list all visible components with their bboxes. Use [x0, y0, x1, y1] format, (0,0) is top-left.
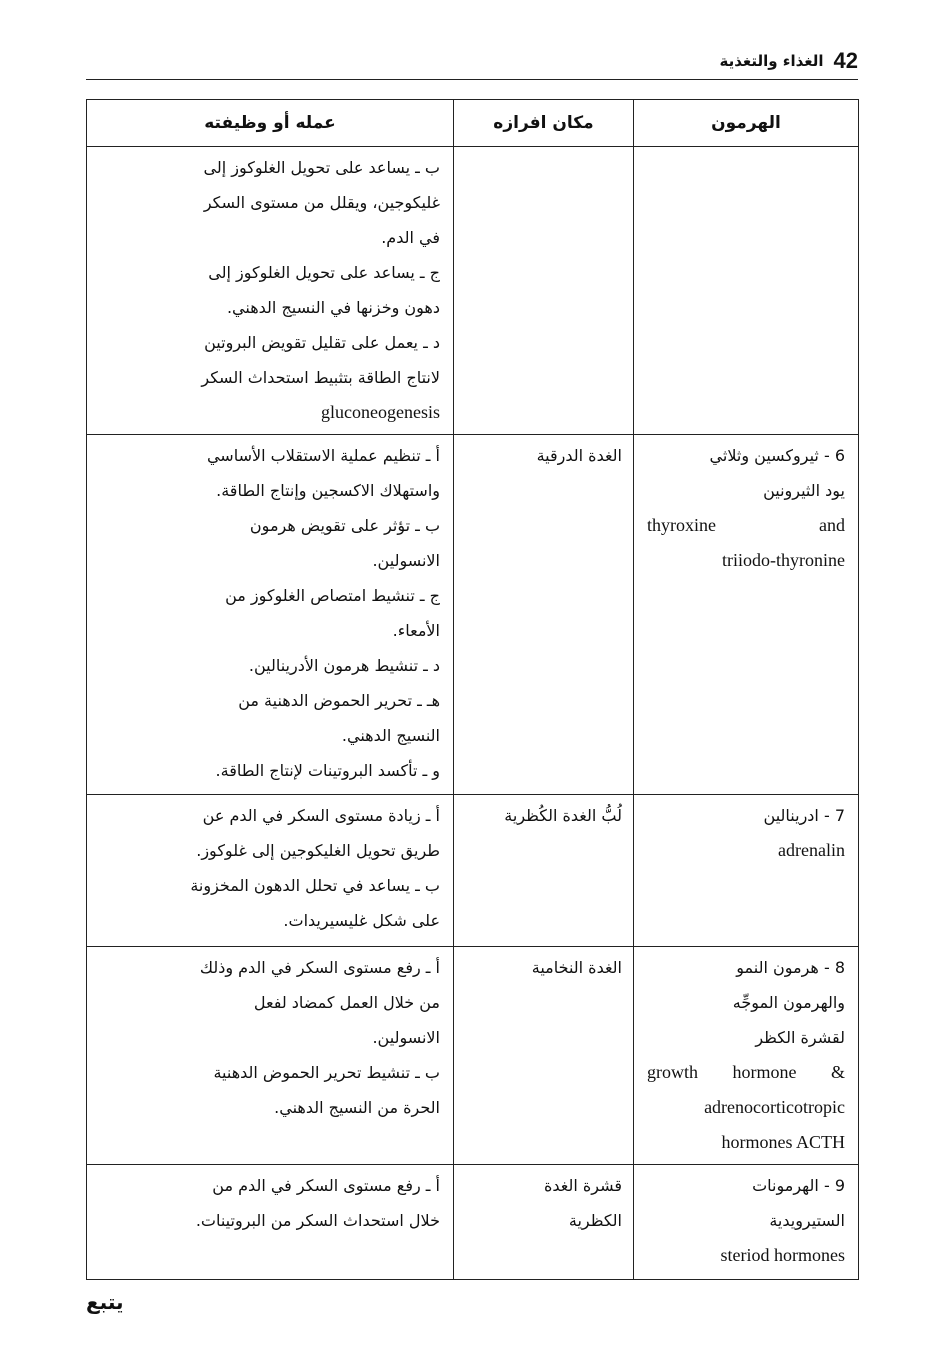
function-latin-term: gluconeogenesis: [321, 402, 440, 422]
hormone-cell: [634, 147, 859, 435]
function-line: أ ـ رفع مستوى السكر في الدم وذلك: [199, 958, 440, 977]
function-cell: [87, 947, 454, 1165]
table-row: [87, 435, 859, 795]
hormone-name-en-word: and: [819, 515, 845, 535]
running-title: الغذاء والتغذية: [719, 52, 824, 70]
hormone-cell: [634, 795, 859, 947]
function-line: من خلال العمل كمضاد لفعل: [253, 993, 440, 1012]
place-text: الكظرية: [568, 1211, 622, 1230]
hormone-name-ar: لقشرة الكظر: [755, 1028, 845, 1047]
place-text: الغدة النخامية: [531, 958, 622, 977]
function-line: طريق تحويل الغليكوجين إلى غلوكوز.: [196, 841, 440, 860]
table-row: [87, 795, 859, 947]
hormone-name-ar: 6 - ثيروكسين وثلاثي: [709, 446, 845, 465]
hormone-cell: [634, 1165, 859, 1280]
function-line: دهون وخزنها في النسيج الدهني.: [226, 298, 440, 317]
function-line: ب ـ تنشيط تحرير الحموض الدهنية: [213, 1063, 440, 1082]
hormone-cell: [634, 947, 859, 1165]
function-line: أ ـ رفع مستوى السكر في الدم من: [212, 1176, 440, 1195]
header-rule: [86, 79, 858, 80]
function-line: ب ـ يساعد في تحلل الدهون المخزونة: [190, 876, 440, 895]
function-line: ب ـ تؤثر على تقويض هرمون: [249, 516, 440, 535]
place-text: قشرة الغدة: [543, 1176, 622, 1195]
place-cell: [454, 947, 634, 1165]
function-line: النسيج الدهني.: [341, 726, 440, 745]
header-place: مكان افرازه: [454, 100, 634, 147]
function-line: الأمعاء.: [392, 621, 440, 640]
function-line: هـ ـ تحرير الحموض الدهنية من: [238, 691, 440, 710]
function-line: واستهلاك الاكسجين وإنتاج الطاقة.: [216, 481, 440, 500]
page-number: 42: [833, 48, 858, 73]
function-line: الانسولين.: [372, 1028, 440, 1047]
place-cell: [454, 147, 634, 435]
function-line: ب ـ يساعد على تحويل الغلوكوز إلى: [203, 158, 440, 177]
place-text: الغدة الدرقية: [536, 446, 622, 465]
table-row: [87, 1165, 859, 1280]
function-line: و ـ تأكسد البروتينات لإنتاج الطاقة.: [215, 761, 440, 780]
function-cell: [87, 147, 454, 435]
hormone-name-en: [647, 508, 845, 543]
function-line: على شكل غليسيريدات.: [283, 911, 440, 930]
function-cell: [87, 1165, 454, 1280]
hormone-name-en: steriod hormones: [720, 1245, 845, 1265]
function-line: الانسولين.: [372, 551, 440, 570]
function-line: الحرة من النسيج الدهني.: [274, 1098, 440, 1117]
place-cell: [454, 795, 634, 947]
table-row: [87, 947, 859, 1165]
hormone-cell: [634, 435, 859, 795]
place-cell: [454, 435, 634, 795]
function-line: د ـ تنشيط هرمون الأدرينالين.: [248, 656, 440, 675]
hormone-name-ar: الستيرويدية: [769, 1211, 845, 1230]
function-line: خلال استحداث السكر من البروتينات.: [195, 1211, 440, 1230]
function-cell: [87, 795, 454, 947]
function-line: غليكوجين، ويقلل من مستوى السكر: [203, 193, 440, 212]
function-line: ج ـ يساعد على تحويل الغلوكوز إلى: [208, 263, 440, 282]
function-cell: [87, 435, 454, 795]
function-line: ج ـ تنشيط امتصاص الغلوكوز من: [225, 586, 440, 605]
hormone-name-en: triiodo-thyronine: [722, 550, 845, 570]
hormone-name-en: [647, 1055, 845, 1090]
place-text: لُبُّ الغدة الكُظرية: [504, 806, 622, 825]
hormone-name-ar: 8 - هرمون النمو: [736, 958, 845, 977]
table-row: [87, 147, 859, 435]
header-function: عمله أو وظيفته: [87, 100, 454, 147]
function-line: في الدم.: [381, 228, 440, 247]
table-header-row: [87, 100, 859, 147]
hormone-name-en: adrenocorticotropic: [704, 1097, 845, 1117]
hormones-table: [86, 99, 859, 1280]
place-cell: [454, 1165, 634, 1280]
hormone-name-en-word: thyroxine: [647, 515, 716, 535]
function-line: أ ـ زيادة مستوى السكر في الدم عن: [202, 806, 440, 825]
hormone-name-en: adrenalin: [778, 840, 845, 860]
hormone-name-ar: والهرمون الموجِّه: [732, 993, 845, 1012]
hormone-name-en: hormones ACTH: [721, 1132, 845, 1152]
hormone-name-ar: يود الثيرونين: [763, 481, 845, 500]
header-hormone: الهرمون: [634, 100, 859, 147]
function-line: لانتاج الطاقة بتثبيط استحداث السكر: [201, 368, 440, 387]
hormone-name-ar: 7 - ادرينالين: [763, 806, 845, 825]
function-line: أ ـ تنظيم عملية الاستقلاب الأساسي: [206, 446, 440, 465]
page-header: [86, 46, 858, 76]
function-line: د ـ يعمل على تقليل تقويض البروتين: [204, 333, 440, 352]
hormone-name-en-word: growth: [647, 1062, 698, 1082]
hormone-name-en-word: &: [830, 1062, 845, 1082]
hormone-name-en-word: hormone: [732, 1062, 797, 1082]
hormone-name-ar: 9 - الهرمونات: [752, 1176, 845, 1195]
continued-label: يتبع: [86, 1290, 124, 1314]
